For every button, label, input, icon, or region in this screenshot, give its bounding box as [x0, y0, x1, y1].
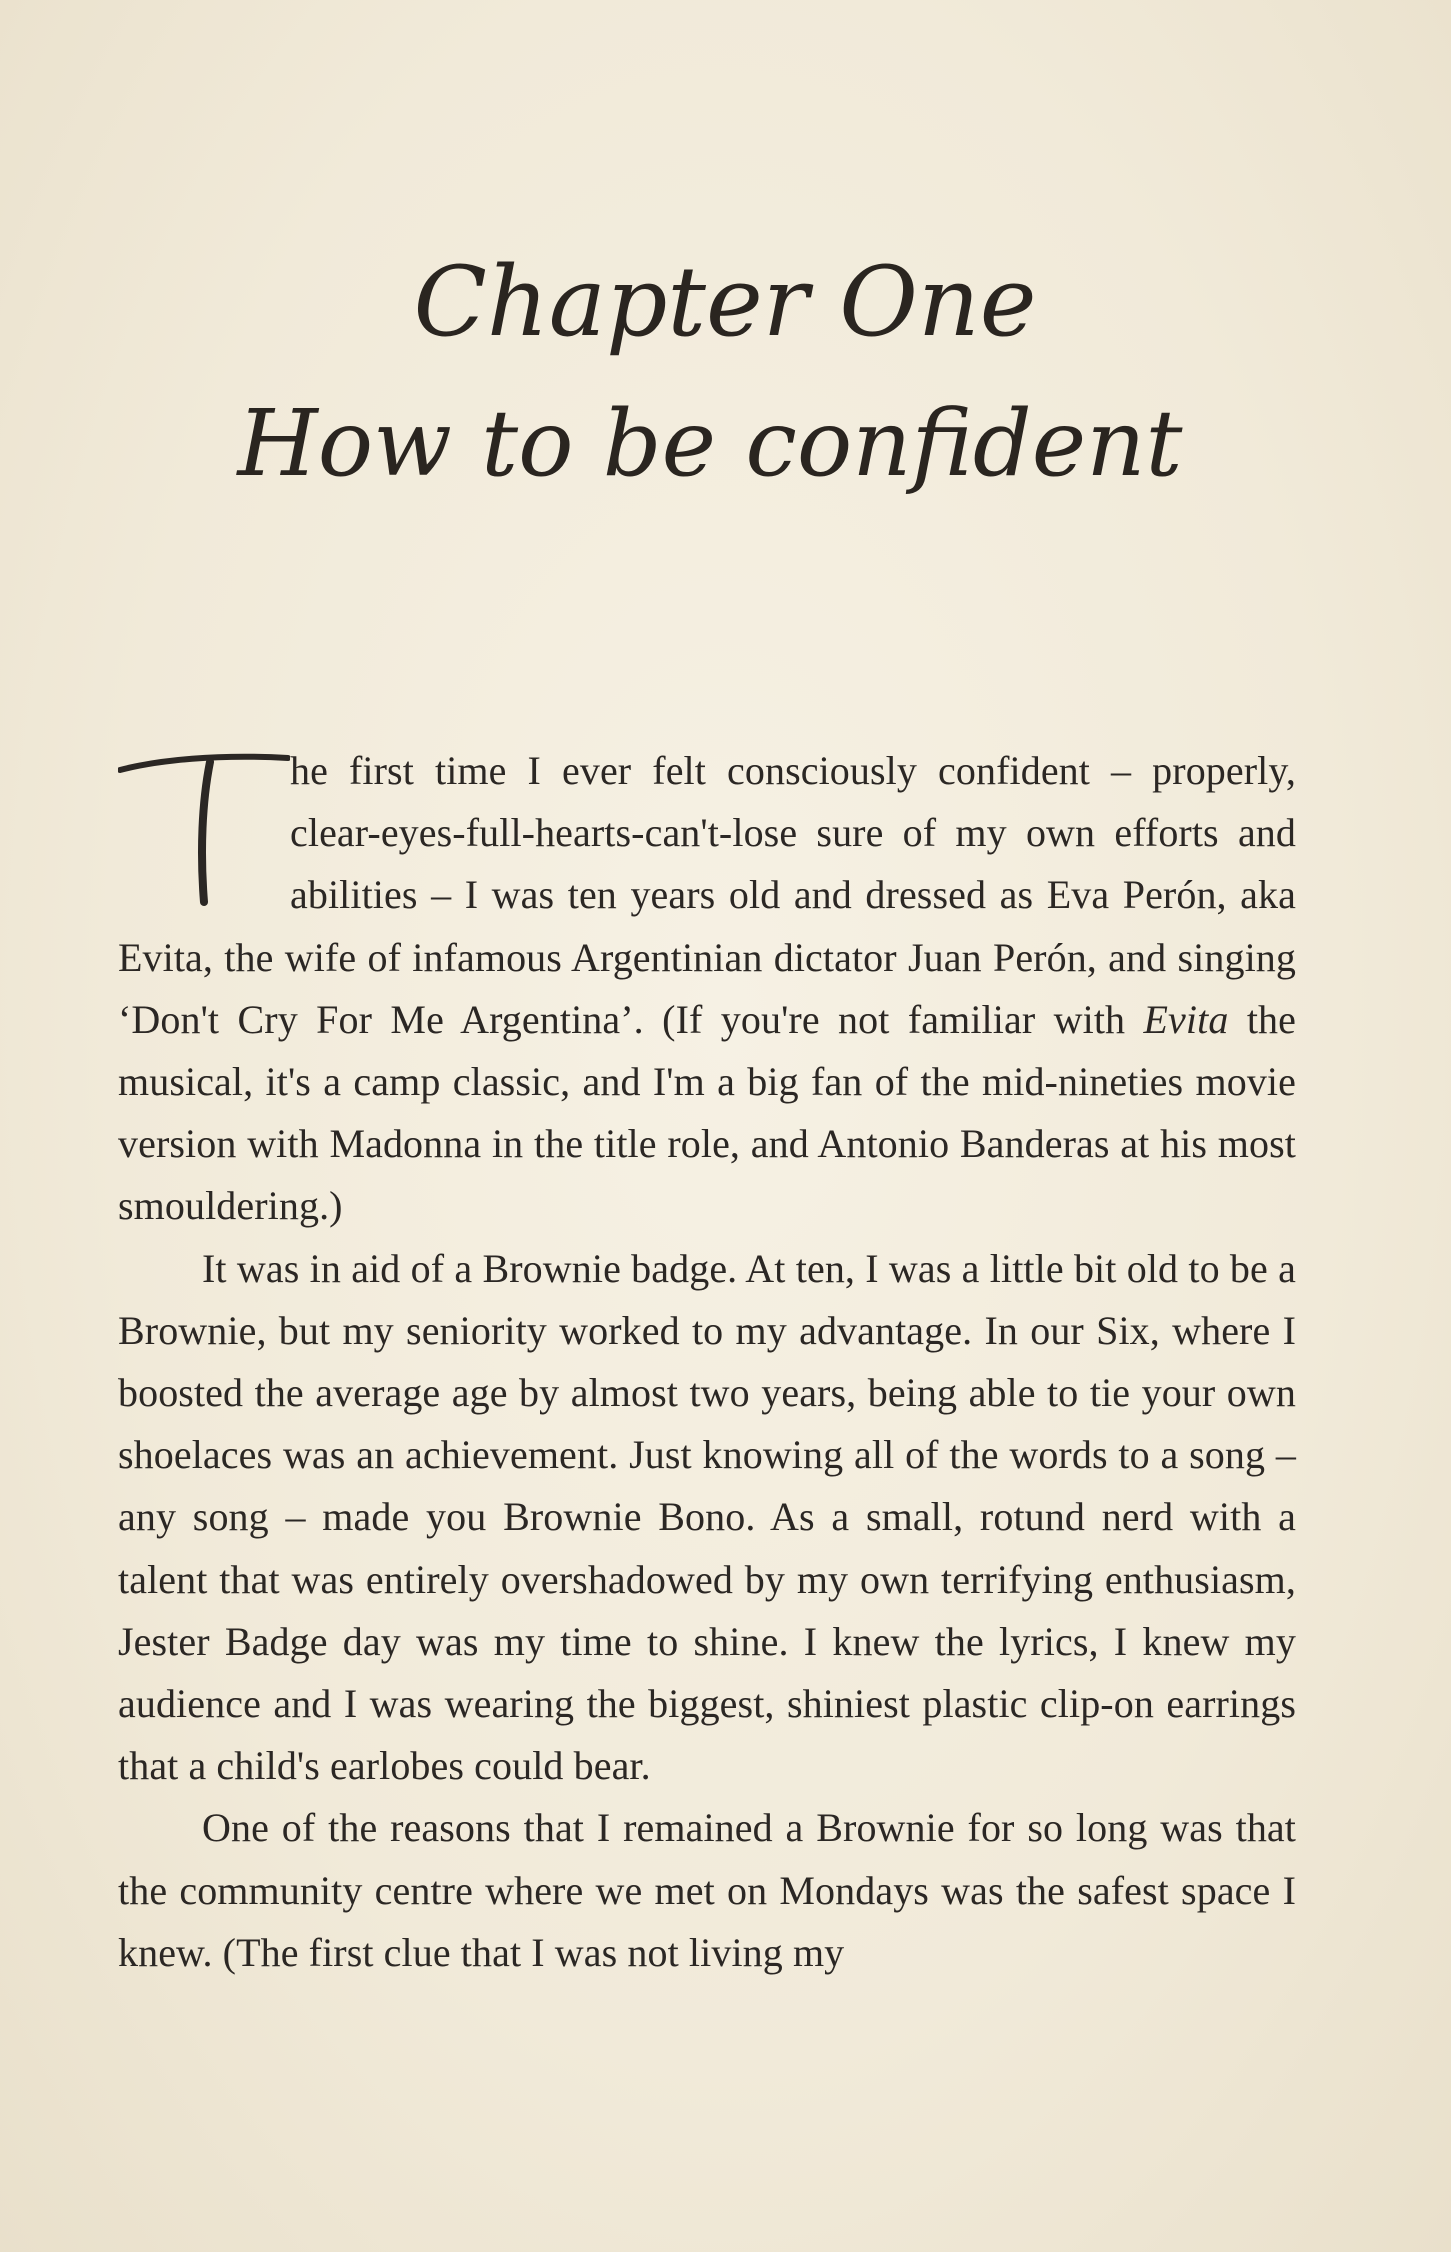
- paragraph-1-lead: he first time I ever felt consciously confident – properly, clear-eyes-full-hearts-can't-lose sure of my own efforts and abilities – I was ten years old and dressed as Eva Perón, aka Evita, the wife of infamous Argentinian dictator Juan Perón, and singing ‘Don't Cry For Me Argentina’. (If you're not familiar with: [118, 748, 1296, 1042]
- paragraph-1: [118, 740, 1296, 1238]
- paragraph-1-tail: the musical, it's a camp classic, and I'm a big fan of the mid-nineties movie version with Madonna in the title role, and Antonio Banderas at his most smouldering.): [118, 996, 1296, 1229]
- chapter-heading-art: [0, 240, 1451, 560]
- chapter-number: Chapter One: [413, 246, 1037, 358]
- chapter-body: [118, 740, 1296, 1984]
- drop-cap-t-glyph: [118, 742, 290, 922]
- paragraph-2: It was in aid of a Brownie badge. At ten, I was a little bit old to be a Brownie, but my seniority worked to my advantage. In our Six, where I boosted the average age by almost two years, being able to tie your own shoelaces was an achievement. Just knowing all of the words to a song – any song – made you Brownie Bono. As a small, rotund nerd with a talent that was entirely overshadowed by my own terrifying enthusiasm, Jester Badge day was my time to shine. I knew the lyrics, I knew my audience and I was wearing the biggest, shiniest plastic clip-on earrings that a child's earlobes could bear.: [118, 1245, 1296, 1789]
- drop-cap: [118, 742, 290, 922]
- chapter-title: How to be confident: [237, 390, 1183, 497]
- chapter-header: [0, 240, 1451, 560]
- paragraph-1-italic: Evita: [1143, 996, 1229, 1042]
- paragraph-3: One of the reasons that I remained a Brownie for so long was that the community centre where we met on Mondays was the safest space I knew. (The first clue that I was not living my: [118, 1805, 1296, 1975]
